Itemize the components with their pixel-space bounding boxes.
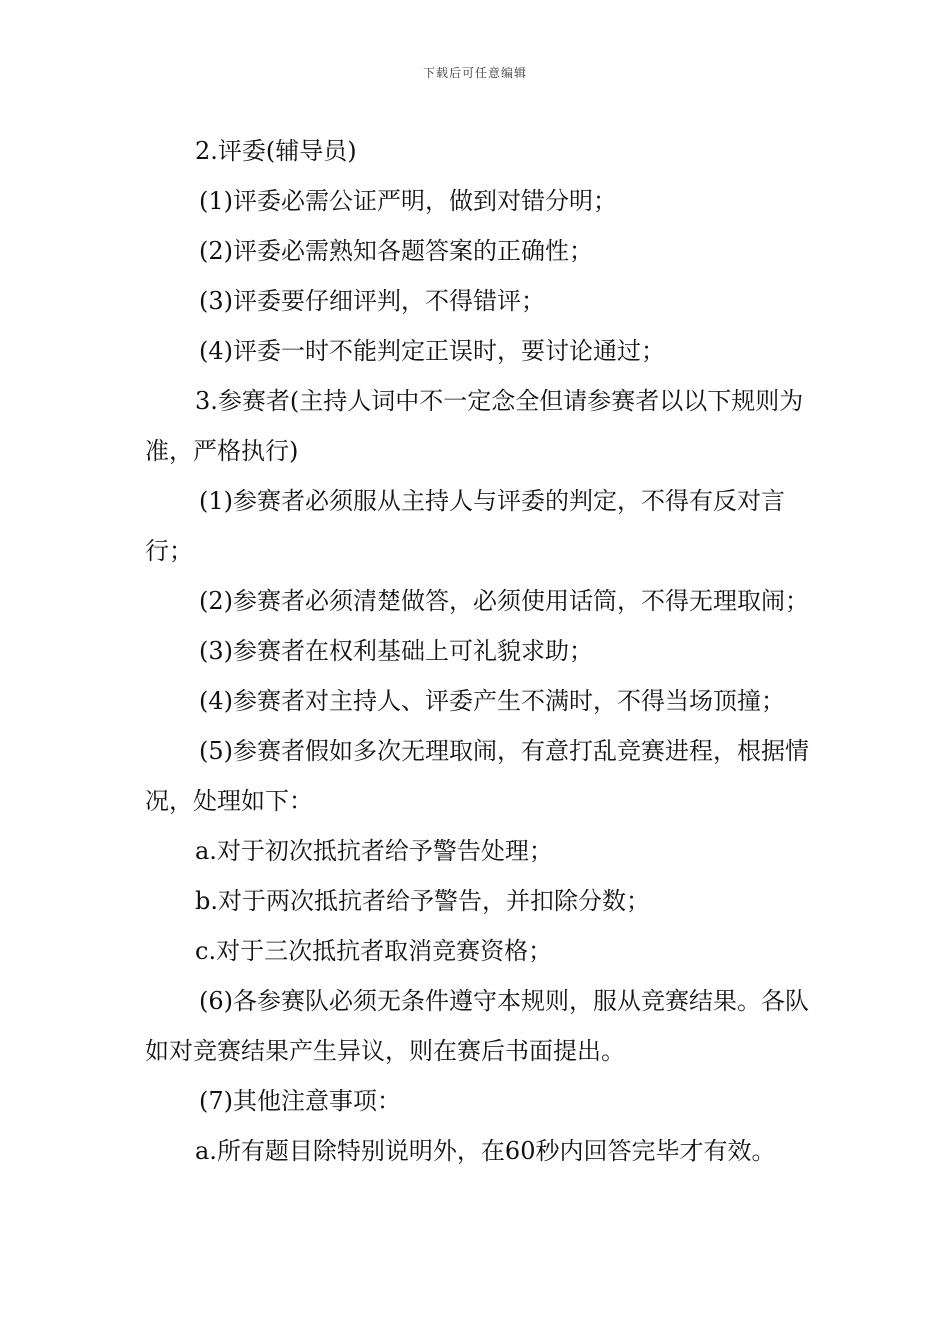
contestant-rule-1: (1)参赛者必须服从主持人与评委的判定，不得有反对言行； bbox=[145, 487, 785, 565]
judge-rule-2: (2)评委必需熟知各题答案的正确性； bbox=[199, 237, 593, 265]
section-heading-contestants: 3.参赛者(主持人词中不一定念全但请参赛者以以下规则为准，严格执行) bbox=[145, 387, 804, 465]
contestant-rule-7: (7)其他注意事项： bbox=[199, 1087, 401, 1115]
document-body bbox=[145, 126, 813, 1176]
judge-rule-3: (3)评委要仔细评判，不得错评； bbox=[199, 287, 545, 315]
judge-rule-4: (4)评委一时不能判定正误时，要讨论通过； bbox=[199, 337, 665, 365]
penalty-item-b: b.对于两次抵抗者给予警告，并扣除分数； bbox=[195, 887, 650, 915]
page-header: 下载后可任意编辑 bbox=[422, 66, 527, 80]
judge-rule-1: (1)评委必需公证严明，做到对错分明； bbox=[199, 187, 617, 215]
contestant-rule-5: (5)参赛者假如多次无理取闹，有意打乱竞赛进程，根据情况，处理如下： bbox=[145, 737, 809, 815]
penalty-item-c: c.对于三次抵抗者取消竞赛资格； bbox=[195, 937, 553, 965]
contestant-rule-6: (6)各参赛队必须无条件遵守本规则，服从竞赛结果。各队如对竞赛结果产生异议，则在赛后书面提出。 bbox=[145, 987, 809, 1065]
contestant-rule-3: (3)参赛者在权利基础上可礼貌求助； bbox=[199, 637, 593, 665]
contestant-rule-4: (4)参赛者对主持人、评委产生不满时，不得当场顶撞； bbox=[199, 687, 785, 715]
section-heading-judges: 2.评委(辅导员) bbox=[195, 137, 357, 165]
contestant-rule-2: (2)参赛者必须清楚做答，必须使用话筒，不得无理取闹； bbox=[199, 587, 809, 615]
note-item-a: a.所有题目除特别说明外，在60秒内回答完毕才有效。 bbox=[195, 1137, 776, 1165]
penalty-item-a: a.对于初次抵抗者给予警告处理； bbox=[195, 837, 553, 865]
